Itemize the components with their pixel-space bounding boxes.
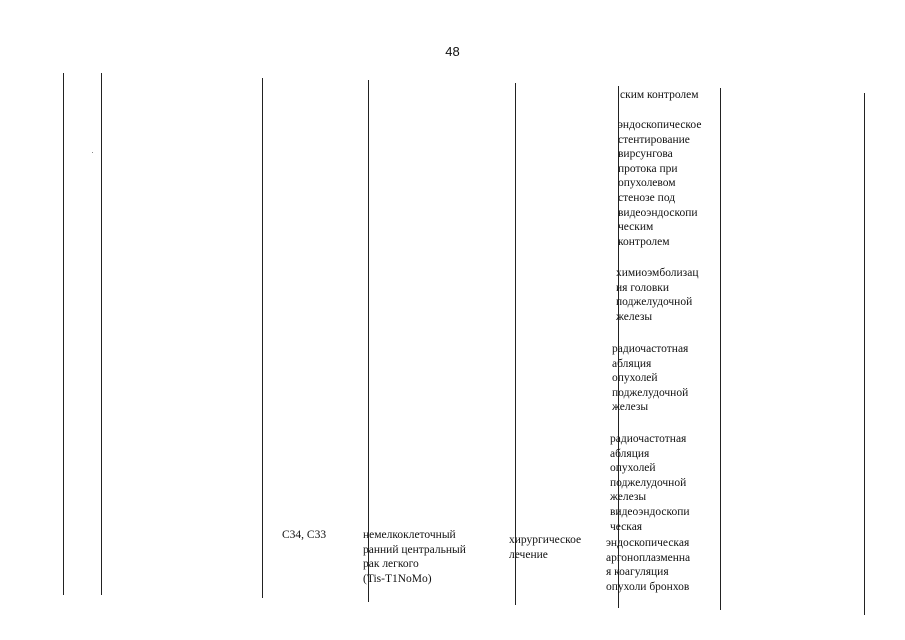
scan-speck	[92, 152, 93, 153]
table-rule	[262, 78, 263, 598]
procedure-item: радиочастотная абляция опухолей поджелудочной железы видеоэндоскопи ческая	[610, 433, 690, 533]
diagnosis-cell: немелкоклеточный ранний центральный рак легкого (Tis-T1NoMo)	[363, 529, 466, 585]
treatment-cell: хирургическое лечение	[509, 534, 582, 561]
procedure-item: эндоскопическое стентирование вирсунгова протока при опухолевом стенозе под видеоэндоскопи ческим контролем	[618, 119, 702, 248]
table-rule	[720, 88, 721, 610]
procedure-item: химиоэмболизац ия головки поджелудочной железы	[616, 267, 699, 323]
table-rule	[864, 93, 865, 615]
table-rule	[63, 73, 64, 595]
table-rule	[368, 80, 369, 602]
codes-cell: C34, C33	[282, 529, 327, 541]
procedure-item: эндоскопическая аргоноплазменна я коагуляция опухоли бронхов	[606, 537, 691, 593]
page-number: 48	[445, 44, 460, 59]
table-rule	[515, 83, 516, 605]
procedure-item: радиочастотная абляция опухолей поджелудочной железы	[612, 343, 689, 414]
table-rule	[101, 73, 102, 595]
procedure-item: ским контролем	[620, 89, 699, 101]
